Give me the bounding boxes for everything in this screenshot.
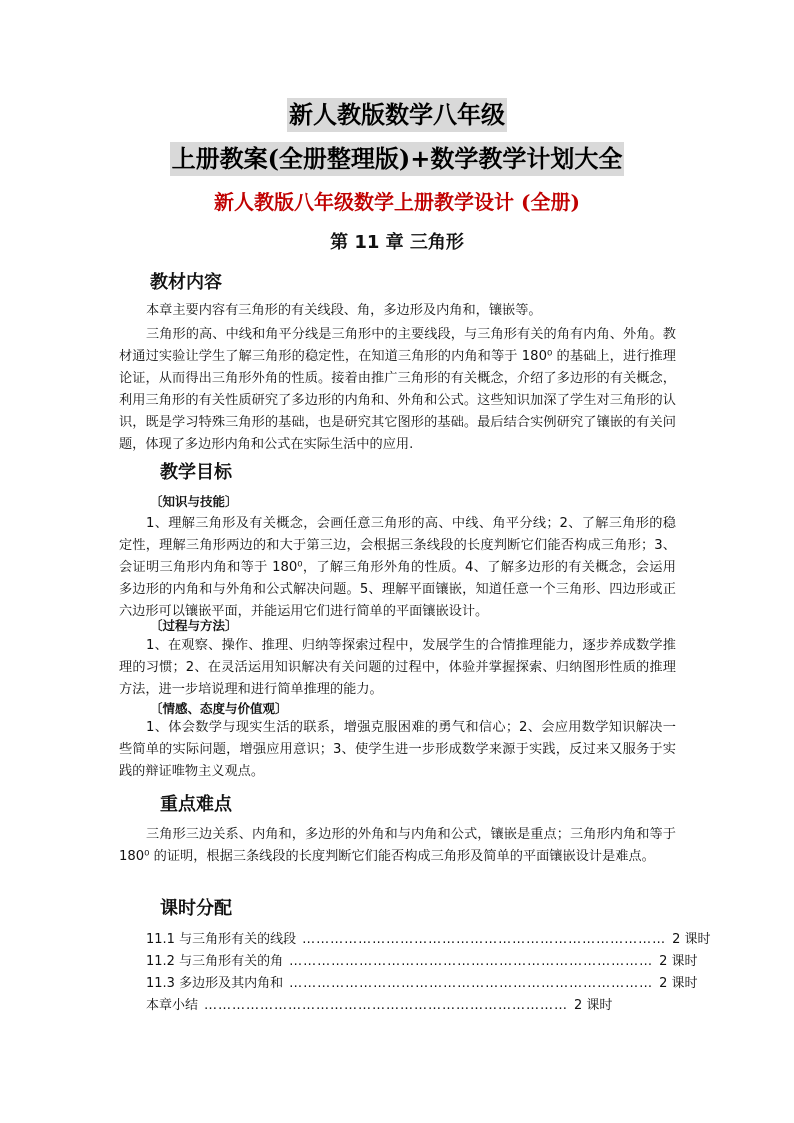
section-heading-content: 教材内容 [150, 272, 222, 293]
leader-dots: …………………………………………………………………… [302, 932, 667, 947]
process-text: 1、在观察、操作、推理、归纳等探索过程中，发展学生的合情推理能力，逐步养成数学推理的习惯；2、在灵活运用知识解决有关问题的过程中，体验并掌握探索、归纳图形性质的推理方法，进一步培说理和进行简单推理的能力。 [119, 638, 676, 697]
schedule-row-label: 本章小结 [146, 998, 199, 1013]
title-line-2 [0, 142, 794, 176]
process-label: 〔过程与方法〕 [150, 618, 238, 633]
schedule-row-label: 11.3 多边形及其内角和 [146, 976, 284, 991]
title-line-1 [0, 98, 794, 132]
content-paragraph-1: 本章主要内容有三角形的有关线段、角，多边形及内角和，镶嵌等。 [146, 303, 542, 318]
attitude-label: 〔情感、态度与价值观〕 [150, 701, 288, 716]
leader-dots: …………………………………………………………………… [289, 954, 654, 969]
attitude-text: 1、体会数学与现实生活的联系，增强克服困难的勇气和信心；2、会应用数学知识解决一些简单的实际问题，增强应用意识；3、使学生进一步形成数学来源于实践，反过来又服务于实践的辩证唯物主义观点。 [119, 720, 676, 779]
leader-dots: …………………………………………………………………… [204, 998, 569, 1013]
knowledge-label: 〔知识与技能〕 [150, 494, 238, 509]
main-title-2: 上册教案(全册整理版)+数学教学计划大全 [170, 142, 625, 176]
schedule-row [146, 951, 698, 973]
section-heading-goals: 教学目标 [160, 462, 232, 483]
schedule-list [146, 929, 711, 1017]
leader-dots: …………………………………………………………………… [289, 976, 654, 991]
main-title-1: 新人教版数学八年级 [287, 98, 507, 132]
document-subtitle: 新人教版八年级数学上册教学设计 (全册) [214, 190, 580, 214]
schedule-row-hours: 2 课时 [659, 954, 698, 969]
chapter-title: 第 11 章 三角形 [330, 232, 464, 253]
schedule-row-label: 11.2 与三角形有关的角 [146, 954, 284, 969]
section-heading-key-points: 重点难点 [160, 794, 232, 815]
knowledge-text: 1、理解三角形及有关概念，会画任意三角形的高、中线、角平分线；2、了解三角形的稳定性，理解三角形两边的和大于第三边，会根据三条线段的长度判断它们能否构成三角形；3、会证明三角形内角和等于 180⁰，了解三角形外角的性质。4、了解多边形的有关概念，会运用多边形的内角和与外角和公式解决问题。5、理解平面镶嵌，知道任意一个三角形、四边形或正六边形可以镶嵌平面，并能运用它们进行简单的平面镶嵌设计。 [119, 516, 676, 619]
schedule-row [146, 929, 711, 951]
schedule-row-label: 11.1 与三角形有关的线段 [146, 932, 297, 947]
content-paragraph-2: 三角形的高、中线和角平分线是三角形中的主要线段，与三角形有关的角有内角、外角。教材通过实验让学生了解三角形的稳定性，在知道三角形的内角和等于 180⁰ 的基础上，进行推理论证，从而得出三角形外角的性质。接着由推广三角形的有关概念，介绍了多边形的有关概念，利用三角形的有关性质研究了多边形的内角和、外角和公式。这些知识加深了学生对三角形的认识，既是学习特殊三角形的基础，也是研究其它图形的基础。最后结合实例研究了镶嵌的有关问题，体现了多边形内角和公式在实际生活中的应用. [119, 327, 676, 452]
schedule-row-hours: 2 课时 [672, 932, 711, 947]
schedule-row [146, 973, 698, 995]
key-points-text: 三角形三边关系、内角和，多边形的外角和与内角和公式，镶嵌是重点；三角形内角和等于 180⁰ 的证明，根据三条线段的长度判断它们能否构成三角形及简单的平面镶嵌设计是难点。 [119, 827, 676, 864]
schedule-row-hours: 2 课时 [659, 976, 698, 991]
schedule-row-hours: 2 课时 [574, 998, 613, 1013]
section-heading-schedule: 课时分配 [160, 898, 232, 919]
schedule-row [146, 995, 613, 1017]
